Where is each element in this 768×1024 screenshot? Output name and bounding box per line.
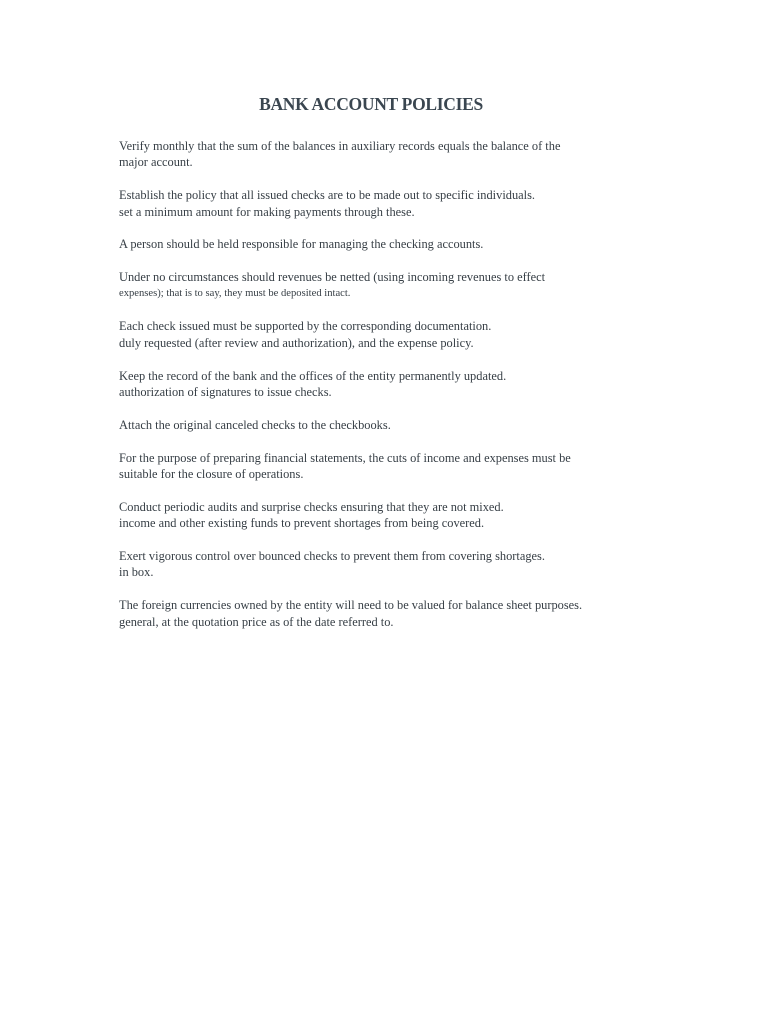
paragraph-line: expenses); that is to say, they must be deposited intact. bbox=[119, 287, 351, 299]
paragraph-line: The foreign currencies owned by the entity will need to be valued for balance sheet purposes. bbox=[119, 598, 583, 613]
policy-paragraph-10 bbox=[119, 548, 739, 581]
paragraph-line: set a minimum amount for making payments through these. bbox=[119, 204, 415, 219]
policy-paragraph-4 bbox=[119, 269, 739, 302]
paragraph-line: income and other existing funds to prevent shortages from being covered. bbox=[119, 516, 485, 531]
policy-paragraph-6 bbox=[119, 368, 739, 401]
document-title: BANK ACCOUNT POLICIES bbox=[259, 94, 483, 114]
paragraph-line: authorization of signatures to issue checks. bbox=[119, 385, 332, 400]
paragraph-line: Conduct periodic audits and surprise checks ensuring that they are not mixed. bbox=[119, 499, 504, 514]
policy-paragraph-2 bbox=[119, 187, 739, 220]
paragraph-line: Exert vigorous control over bounced checks to prevent them from covering shortages. bbox=[119, 549, 545, 564]
policy-paragraph-3 bbox=[119, 236, 739, 252]
paragraph-line: Verify monthly that the sum of the balances in auxiliary records equals the balance of the bbox=[119, 139, 561, 153]
policy-paragraph-8 bbox=[119, 450, 739, 483]
policy-paragraph-5 bbox=[119, 318, 739, 351]
paragraph-line: Attach the original canceled checks to the checkbooks. bbox=[119, 417, 391, 432]
paragraph-line: Keep the record of the bank and the offices of the entity permanently updated. bbox=[119, 368, 507, 383]
policy-paragraph-9 bbox=[119, 499, 739, 532]
paragraph-line: duly requested (after review and authorization), and the expense policy. bbox=[119, 335, 474, 350]
paragraph-line: Each check issued must be supported by the corresponding documentation. bbox=[119, 319, 492, 334]
paragraph-line: in box. bbox=[119, 565, 154, 580]
document-body bbox=[119, 138, 739, 646]
paragraph-line: Under no circumstances should revenues be netted (using incoming revenues to effect bbox=[119, 270, 546, 285]
paragraph-line: Establish the policy that all issued checks are to be made out to specific individuals. bbox=[119, 188, 536, 203]
policy-paragraph-1 bbox=[119, 138, 739, 171]
paragraph-line: For the purpose of preparing financial statements, the cuts of income and expenses must be bbox=[119, 450, 571, 465]
policy-paragraph-11 bbox=[119, 597, 739, 630]
paragraph-line: general, at the quotation price as of the date referred to. bbox=[119, 614, 394, 629]
paragraph-line: suitable for the closure of operations. bbox=[119, 467, 304, 482]
paragraph-line: A person should be held responsible for managing the checking accounts. bbox=[119, 237, 484, 252]
paragraph-line: major account. bbox=[119, 155, 193, 170]
policy-paragraph-7 bbox=[119, 417, 739, 433]
